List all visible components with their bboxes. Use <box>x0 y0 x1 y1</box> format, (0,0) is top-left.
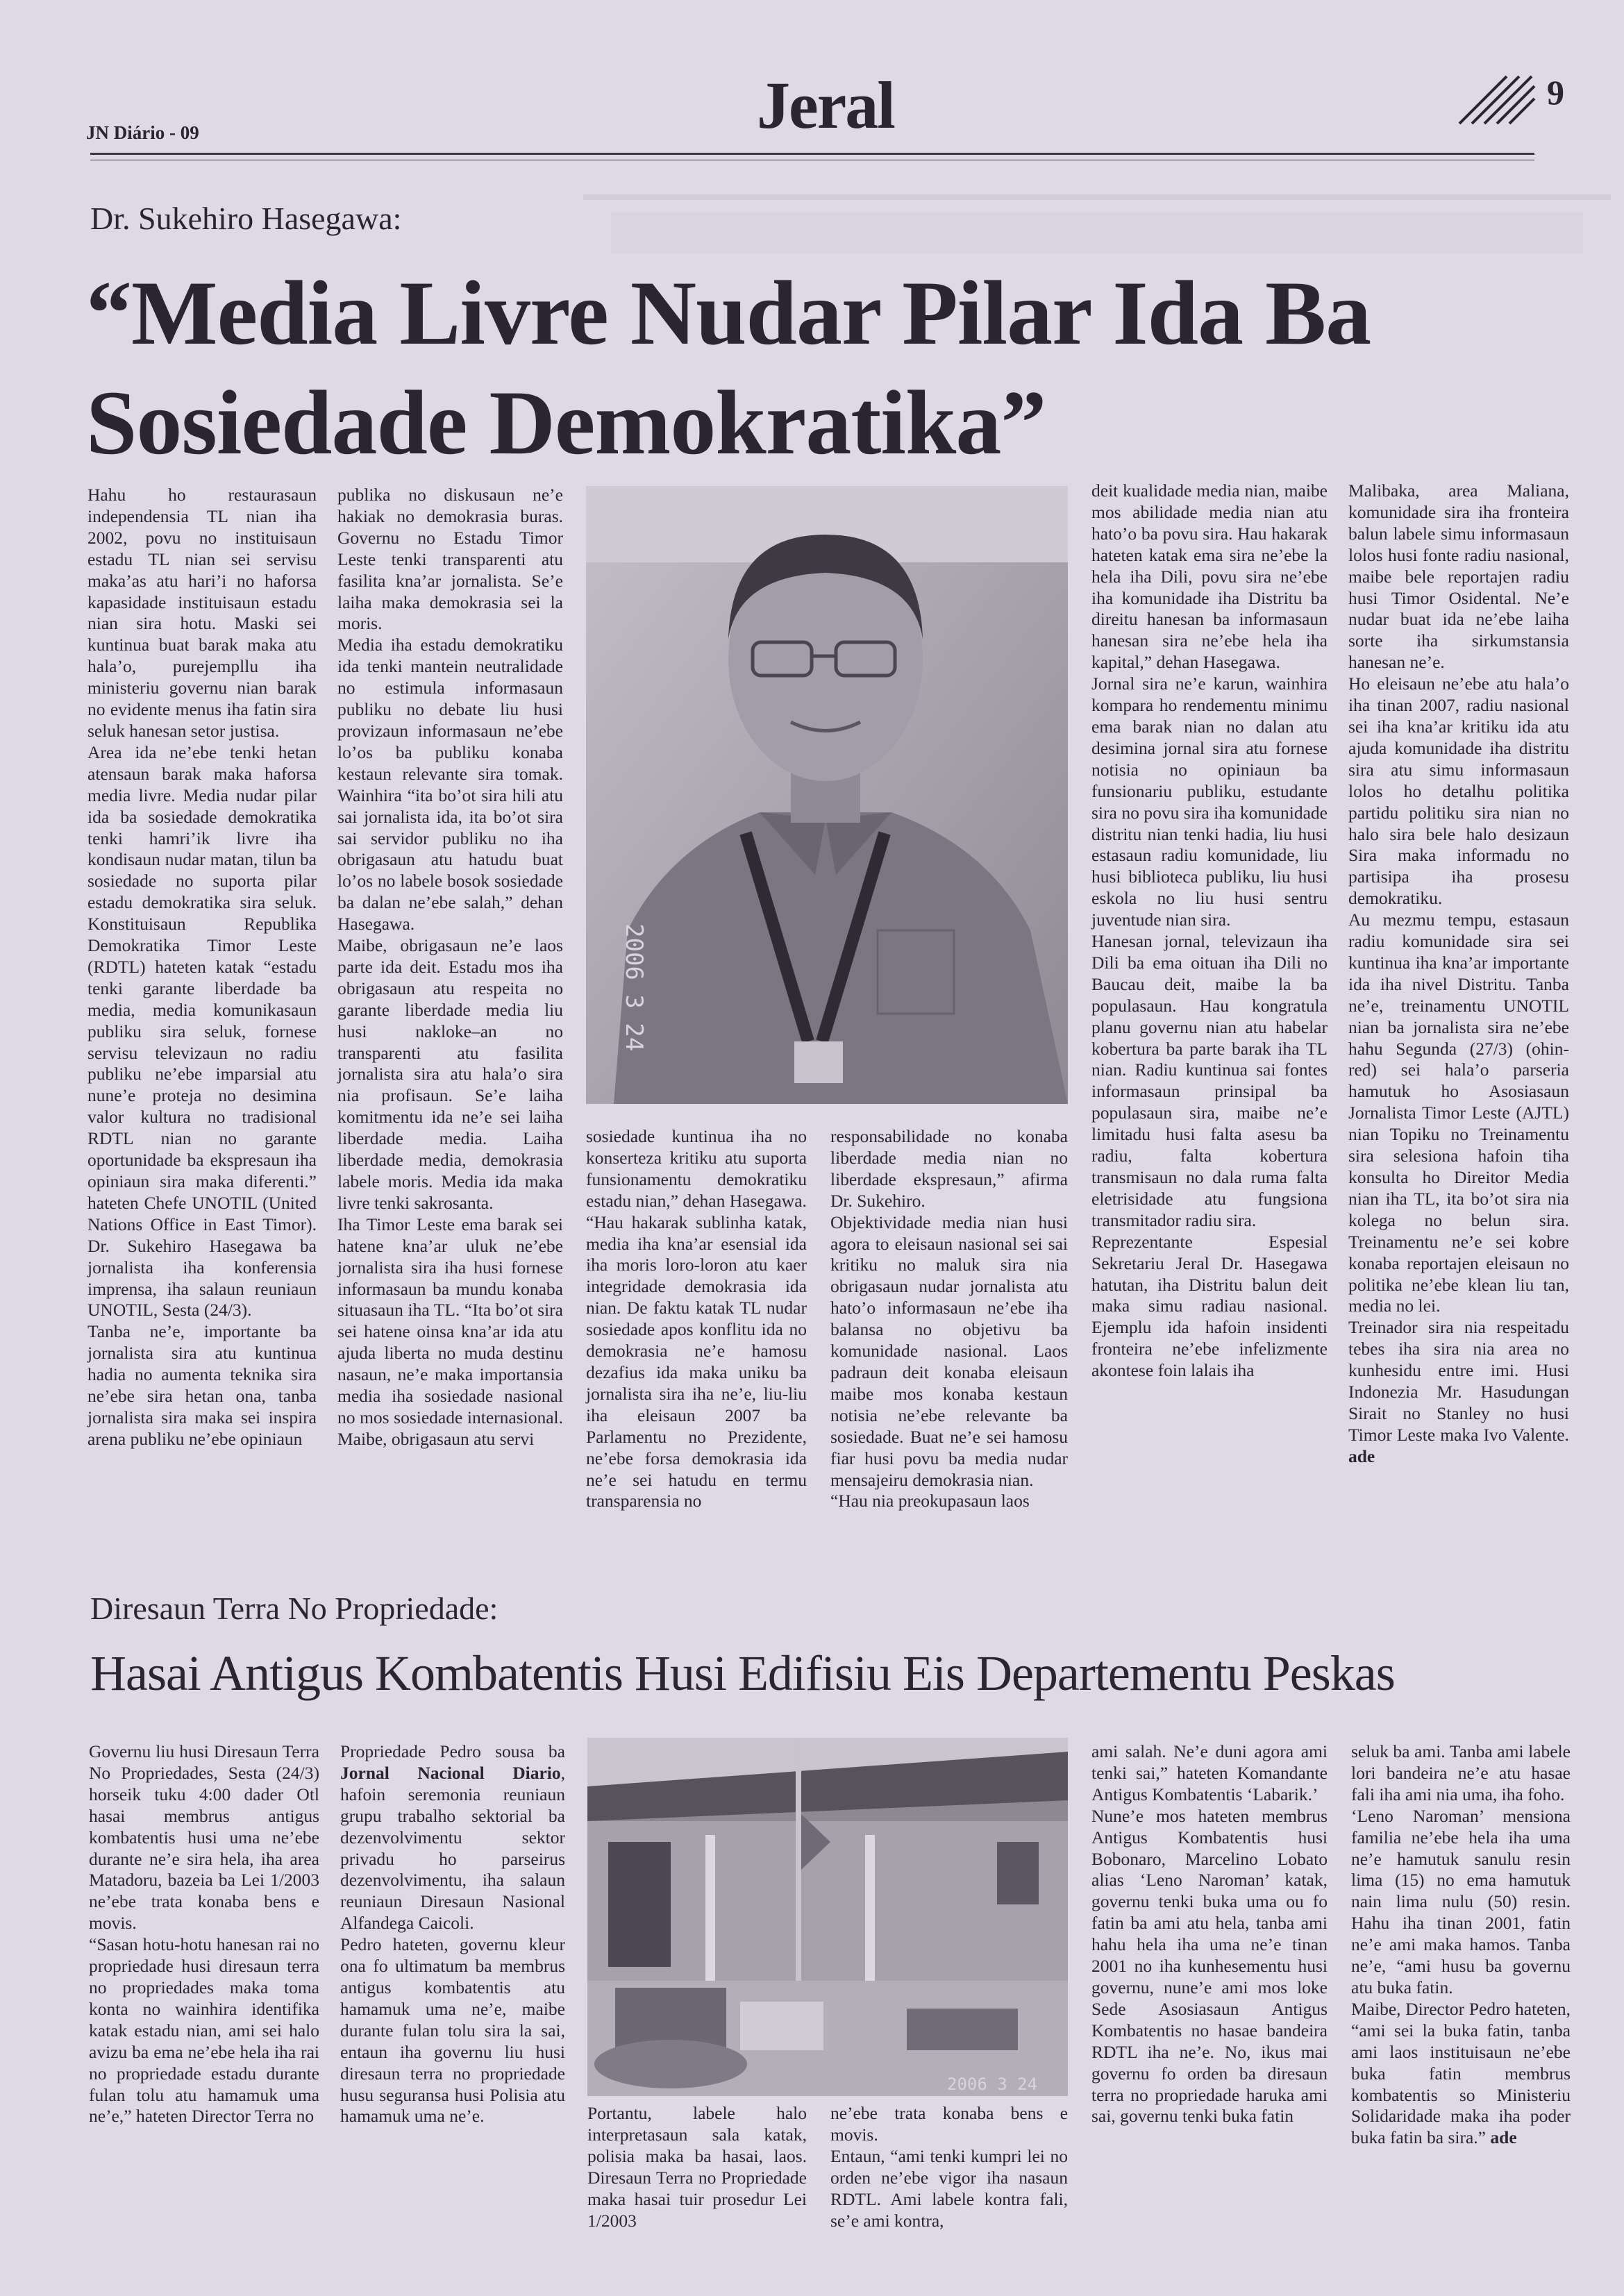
article-column-6 <box>1348 480 1569 1468</box>
article-column-3: sosiedade kuntinua iha no konserteza kritiku atu suporta funsionamentu demokratiku estadu nian,” dehan Hasegawa. “Hau hakarak sublinha katak, media iha kna’ar esensial ida iha moris loro-loron atu kaer integridade demokrasia ida nian. De faktu katak TL nudar sosiedade apos konflitu ida no demokrasia ne’e hamosu dezafius ida maka uniku ba jornalista sira iha ne’e, liu-liu iha eleisaun 2007 ba Parlamentu no Prezidente, ne’ebe forsa demokrasia ida ne’e sei hatudu en termu transparensia no <box>586 1126 807 1511</box>
building-photo <box>587 1738 1068 2096</box>
header-rule <box>90 153 1534 155</box>
photo2-date-stamp-text: 2006 3 24 <box>947 2075 1038 2094</box>
article2-column-5: ami salah. Ne’e duni agora ami tenki sai,” hateten Komandante Antigus Kombatentis ‘Labarik.’ Nune’e mos hateten membrus Antigus Kombatentis husi Bobonaro, Marcelino Lobato alias ‘Leno Naroman’ katak, governu tenki buka uma ou fo fatin ba ami atu hela, tanba ami hahu hela iha uma ne’e tinan 2001 no iha kunhesementu husi governu, nune’e ami mos loke Sede Asosiasaun Antigus Kombatentis no hasae bandeira RDTL iha ne’e. No, ikus mai governu fo orden ba diresaun terra no propriedade haruka ami sai, governu tenki buka fatin <box>1091 1741 1328 2127</box>
article-headline <box>86 258 1586 478</box>
article-column-1: Hahu ho restaurasaun independensia TL nian iha 2002, povu no instituisaun estadu TL nian sei servisu maka’as atu hari’i no haforsa kapasidade instituisaun estadu nian sira hotu. Maski sei kuntinua buat barak maka atu hala’o, purejempllu iha ministeriu governu nian barak no evidente menus iha fatin sira seluk hanesan setor justisa. Area ida ne’ebe tenki hetan atensaun barak maka haforsa media livre. Media nudar pilar ida ba sosiedade demokratika tenki hamri’ik livre iha kondisaun nudar matan, tilun ba sosiedade no suporta pilar estadu demokratika sira seluk. Konstituisaun Republika Demokratika Timor Leste (RDTL) hateten katak “estadu tenki garante liberdade ba media, media komunikasaun publiku sira seluk, fornese servisu televizaun no radiu publiku ne’ebe imparsial atu nune’e proteja no desimina valor kultura no tradisional RDTL nian no garante oportunidade ba ekspresaun iha opiniaun sira maka diferenti.” hateten Chefe UNOTIL (United Nations Office in East Timor). Dr. Sukehiro Hasegawa ba jornalista iha konferensia imprensa, iha salaun reuniaun UNOTIL, Sesta (24/3). Tanba ne’e, importante ba jornalista sira atu kuntinua hadia no aumenta teknika sira ne’ebe sira hetan ona, tanba jornalista sira maka sei inspira arena publiku ne’ebe opiniaun <box>87 485 317 1449</box>
photo-date-stamp-text: 2006 3 24 <box>620 923 648 1052</box>
newspaper-name: Jornal Nacional Diario <box>340 1762 561 1783</box>
article2-headline: Hasai Antigus Kombatentis Husi Edifisiu Eis Departementu Peskas <box>90 1645 1395 1701</box>
photo2-date-stamp <box>944 2070 1055 2098</box>
article2-kicker: Diresaun Terra No Propriedade: <box>90 1591 499 1626</box>
author-signature: ade <box>1348 1446 1375 1466</box>
headline-line-2: Sosiedade Demokratika” <box>86 371 1046 474</box>
article2-column-3: Portantu, labele halo interpretasaun sala katak, polisia maka ba hasai, laos. Diresaun Terra no Propriedade maka hasai tuir prosedur Lei 1/2003 <box>587 2103 807 2231</box>
article-column-4: responsabilidade no konaba liberdade media nian no liberdade ekspresaun,” afirma Dr. Sukehiro. Objektividade media nian husi agora to eleisaun nasional sei sai kritiku no maluk sira nia obrigasaun nudar jornalista atu hato’o informasaun ne’ebe iha balansa no objetivu ba komunidade nasional. Laos padraun deit konaba eleisaun maibe mos konaba kestaun notisia ne’ebe relevante ba sosiedade. Buat ne’e sei hamosu fiar husi povu ba media nudar mensajeiru demokrasia nian. “Hau nia preokupasaun laos <box>830 1126 1068 1511</box>
article2-column-6 <box>1351 1741 1571 2149</box>
article2-column-1: Governu liu husi Diresaun Terra No Propriedades, Sesta (24/3) horseik tuku 4:00 dader Otl hasai membrus antigus kombatentis husi uma ne’ebe durante ne’e sira hela, iha area Matadoru, bazeia ba Lei 1/2003 ne’ebe trata konaba bens e movis. “Sasan hotu-hotu hanesan rai no propriedade husi diresaun terra no propriedades maka toma konta no wainhira identifika katak estadu nian, ami sei halo avizu ba ema ne’ebe hela iha rai no propriedade estadu durante fulan tolu atu hamamuk uma ne’e,” hateten Director Terra no <box>89 1741 319 2127</box>
article-column-2: publika no diskusaun ne’e hakiak no demokrasia buras. Governu no Estadu Timor Leste tenki transparenti atu fasilita kna’ar jornalista. Se’e laiha maka demokrasia sei la moris. Media iha estadu demokratiku ida tenki mantein neutralidade no estimula informasaun publiku no debate liu husi provizaun informasaun ne’ebe lo’os ba publiku konaba kestaun relevante sira tomak. Wainhira “ita bo’ot sira hili atu sai jornalista ida, ita bo’ot sira sai servidor publiku no iha obrigasaun atu hatudu buat lo’os no labele bosok sosiedade ba dalan ne’ebe salah,” dehan Hasegawa. Maibe, obrigasaun ne’e laos parte ida deit. Estadu mos iha obrigasaun atu respeita no garante liberdade media liu husi nakloke–an no transparenti atu fasilita jornalista sira atu hala’o sira nia profisaun. Se’e laiha komitmentu ida ne’e sei laiha liberdade media. Laiha liberdade media, demokrasia labele moris. Media ida maka livre tenki sakrosanta. Iha Timor Leste ema barak sei hatene kna’ar uluk ne’ebe jornalista sira iha husi fornese informasaun ba mundu konaba situasaun iha TL. “Ita bo’ot sira sei hatene oinsa kna’ar ida atu ajuda liberta no muda destinu nasaun, ne’e maka importansia media iha sosiedade nasional no mos sosiedade internasional. Maibe, obrigasaun atu servi <box>337 485 563 1449</box>
article-column-5: deit kualidade media nian, maibe mos abilidade media nian atu hato’o ba povu sira. Hau hakarak hateten katak ema sira ne’ebe la hela iha Dili, povu sira ne’ebe iha komunidade iha Distritu ba direitu hanesan ba informasaun hanesan sira ne’ebe hela iha kapital,” dehan Hasegawa. Jornal sira ne’e karun, wainhira kompara ho rendementu minimu ema barak nian no dalan atu desimina jornal sira atu fornese notisia no opiniaun ba funsionariu publiku, estudante sira no povu sira iha komunidade distritu nian tenki hadia, liu husi estasaun radiu komunidade, liu husi biblioteca publiku, liu husi eskola no liu husi sentru juventude nian sira. Hanesan jornal, televizaun iha Dili ba ema oituan iha Dili no Baucau deit, maibe la ba populasaun. Hau kongratula planu governu nian atu habelar kobertura ba parte barak iha TL nian. Radiu kuntinua sai fontes informasaun prinsipal ba populasaun sira, maibe ne’e limitadu husi falta asesu ba radiu, falta kobertura transmisaun no dala ruma falta eletrisidade atu fungsiona transmitador radiu sira. Reprezentante Espesial Sekretariu Jeral Dr. Hasegawa hatutan, iha Distritu balun deit maka simu radiau nasional. Ejemplu ida hafoin insidenti fronteira ne’ebe infelizmente akontese foin lalais iha <box>1091 480 1328 1381</box>
article2-column-6-text: seluk ba ami. Tanba ami labele lori bandeira ne’e atu hasae fali iha ami nia uma, iha foho. ‘Leno Naroman’ mensiona familia ne’ebe hela iha uma ne’e hamutuk sanulu resin lima (15) no ema hamutuk nain lima nulu (50) resin. Hahu iha tinan 2001, fatin ne’e ami maka hamos. Tanba ne’e, “ami husu ba governu atu buka fatin. Maibe, Director Pedro hateten, “ami sei la buka fatin, tanba ami laos instituisaun ne’ebe buka fatin membrus kombatentis so Ministeriu Solidaridade maka iha poder buka fatin ba sira.” <box>1351 1741 1571 2148</box>
article-kicker: Dr. Sukehiro Hasegawa: <box>90 201 402 236</box>
author2-signature: ade <box>1490 2127 1517 2148</box>
article2-column-4: ne’ebe trata konaba bens e movis. Entaun, “ami tenki kumpri lei no orden ne’ebe vigor iha nasaun RDTL. Ami labele kontra fali, se’e ami kontra, <box>830 2103 1068 2231</box>
portrait-photo <box>586 486 1068 1104</box>
hatch-decoration <box>1453 69 1536 125</box>
bleed-through-decoration <box>583 174 1611 264</box>
page-number: 9 <box>1547 73 1564 112</box>
article-column-6-text: Malibaka, area Maliana, komunidade sira iha fronteira balun labele simu informasaun lolos husi fonte radiu nasional, maibe bele reportajen radiu husi Timor Osidental. Ne’e nudar buat ida ne’ebe laiha sorte iha sirkumstansia hanesan ne’e. Ho eleisaun ne’ebe atu hala’o iha tinan 2007, radiu nasional sei iha kna’ar kritiku ida atu ajuda komunidade iha distritu sira atu simu informasaun lolos ho detalhu politika partidu politiku sira nian no halo sira bele halo desizaun Sira maka informadu no partisipa iha prosesu demokratiku. Au mezmu tempu, estasaun radiu komunidade sira sei kuntinua iha kna’ar importante ida iha nivel Distritu. Tanba ne’e, treinamentu UNOTIL nian ba jornalista sira ne’ebe hahu Segunda (27/3) (ohin-red) sei hala’o parseria hamutuk ho Asosiasaun Jornalista Timor Leste (AJTL) nian Topiku no Treinamentu sira selesiona hafoin tiha konsulta ho Direitor Media nian iha TL, ita bo’ot sira nia kolega no belun sira. Treinamentu ne’e sei kobre konaba reportajen eleisaun no politika ne’ebe klean liu tan, media no lei. Treinador sira nia respeitadu tebes iha sira nia area no kunhesidu entre imi. Husi Indonezia Mr. Hasudungan Sirait no Stanley no husi Timor Leste maka Ivo Valente. <box>1348 480 1569 1445</box>
page-footer-label: JN Diário - 09 <box>86 122 199 143</box>
article2-column-2 <box>340 1741 565 2127</box>
photo-date-stamp <box>611 916 653 1083</box>
article2-column-2-text: , hafoin seremonia reuniaun grupu trabalho sektorial ba dezenvolvimentu sektor privadu ho parseirus dezenvolvimentu, iha salaun reuniaun Diresaun Nasional Alfandega Caicoli. Pedro hateten, governu kleur ona fo ultimatum ba membrus antigus kombatentis atu hamamuk uma ne’e, maibe durante fulan tolu sira la sai, entaun iha governu liu husi diresaun terra no propriedade husu seguransa husi Polisia atu hamamuk uma ne’e. <box>340 1762 565 2127</box>
article2-column-2-intro: Propriedade Pedro sousa ba <box>340 1741 565 1761</box>
section-title: Jeral <box>757 68 894 142</box>
headline-line-1: “Media Livre Nudar Pilar Ida Ba <box>86 262 1371 364</box>
